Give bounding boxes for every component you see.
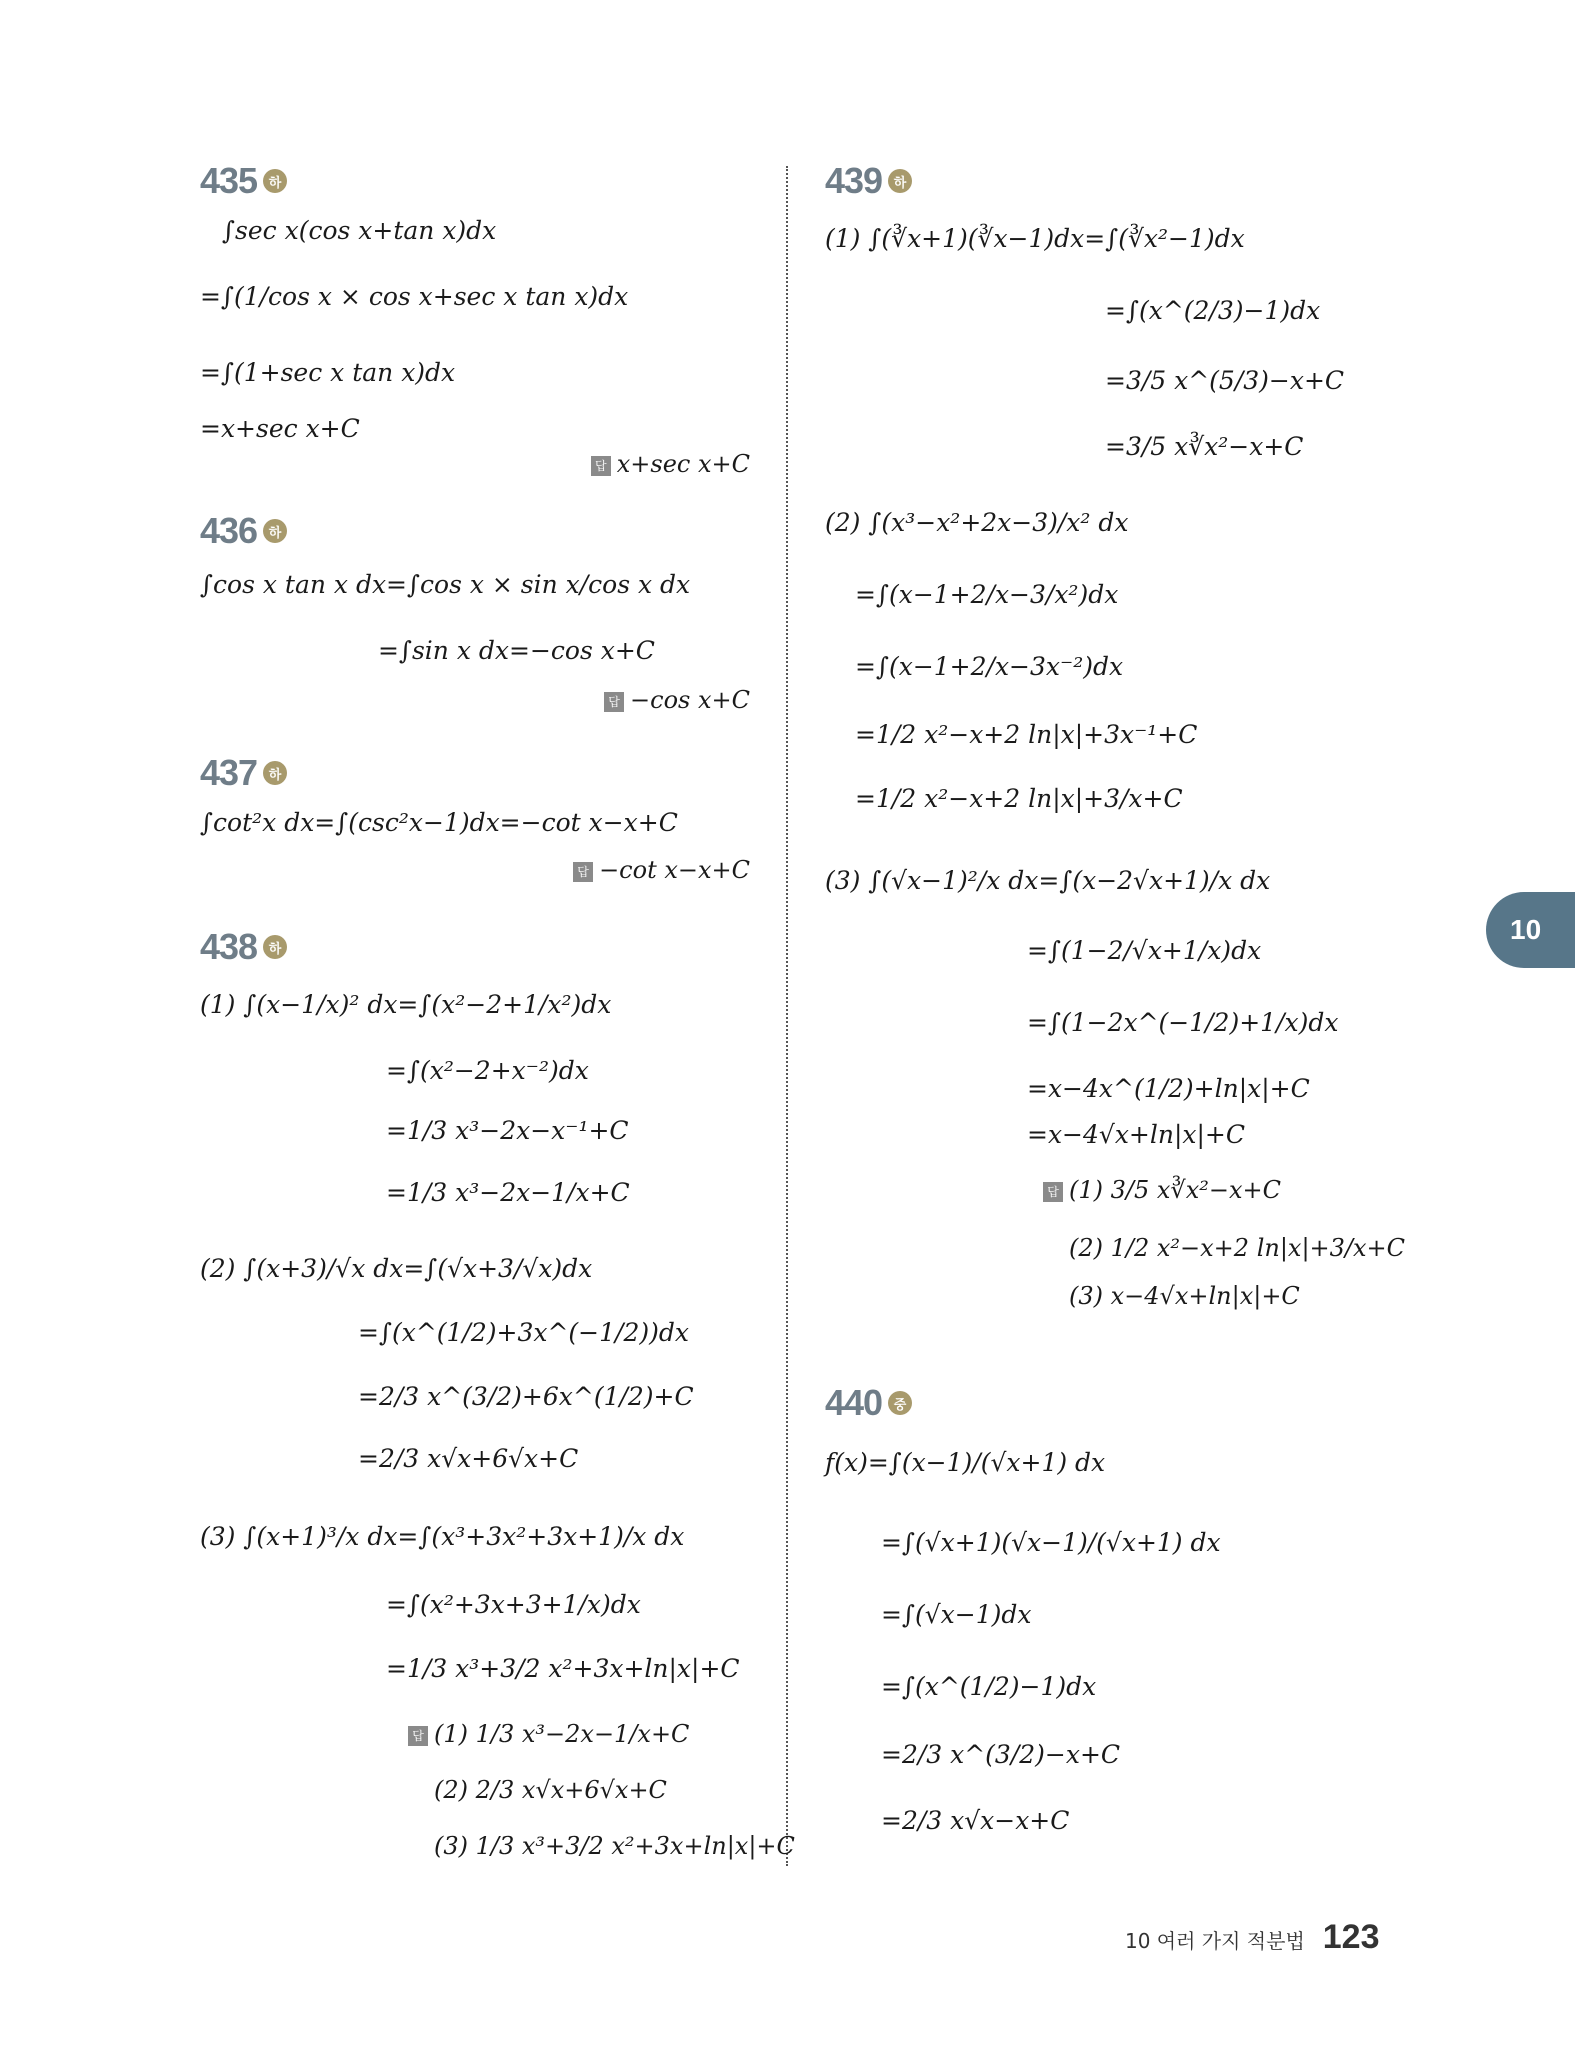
page-number: 123 bbox=[1322, 1918, 1380, 1956]
column-divider bbox=[786, 166, 788, 1866]
answer-marker-icon: 답 bbox=[591, 456, 611, 476]
solution-line: (2) ∫(x+3)/√x dx=∫(√x+3/√x)dx bbox=[200, 1254, 593, 1283]
solution-line: ∫sec x(cos x+tan x)dx bbox=[222, 216, 497, 245]
answer bbox=[1043, 1176, 1281, 1204]
page-footer bbox=[1125, 1918, 1380, 1957]
solution-line: =x−4√x+ln|x|+C bbox=[1027, 1120, 1245, 1149]
answer-marker-icon: 답 bbox=[1043, 1182, 1063, 1202]
answer-marker-icon: 답 bbox=[604, 692, 624, 712]
answer bbox=[604, 686, 750, 714]
solution-line: =∫(x−1+2/x−3/x²)dx bbox=[855, 580, 1119, 609]
solution-line: (3) ∫(x+1)³/x dx=∫(x³+3x²+3x+1)/x dx bbox=[200, 1522, 685, 1551]
problem-number bbox=[825, 160, 1385, 202]
solution-line: =∫(x^(2/3)−1)dx bbox=[1105, 296, 1321, 325]
problem-number-text: 437 bbox=[200, 752, 258, 793]
solution-line: =1/3 x³+3/2 x²+3x+ln|x|+C bbox=[386, 1654, 740, 1683]
problem-438 bbox=[200, 926, 795, 2026]
problem-number-text: 435 bbox=[200, 160, 258, 201]
solution-line: (1) ∫(x−1/x)² dx=∫(x²−2+1/x²)dx bbox=[200, 990, 612, 1019]
level-badge: 중 bbox=[888, 1391, 912, 1415]
level-badge: 하 bbox=[263, 169, 287, 193]
solution-line: =3/5 x∛x²−x+C bbox=[1105, 432, 1304, 461]
solution-line: =∫(1/cos x × cos x+sec x tan x)dx bbox=[200, 282, 629, 311]
problem-437 bbox=[200, 752, 760, 892]
problem-number bbox=[200, 926, 760, 968]
answer-marker-icon: 답 bbox=[573, 862, 593, 882]
solution-line: =2/3 x√x+6√x+C bbox=[358, 1444, 579, 1473]
problem-number bbox=[200, 160, 760, 202]
footer-chapter-title: 10 여러 가지 적분법 bbox=[1125, 1929, 1305, 1953]
solution-line: =x−4x^(1/2)+ln|x|+C bbox=[1027, 1074, 1310, 1103]
answer: (3) x−4√x+ln|x|+C bbox=[1069, 1282, 1300, 1310]
answer: (2) 2/3 x√x+6√x+C bbox=[434, 1776, 667, 1804]
problem-number-text: 439 bbox=[825, 160, 883, 201]
answer-text: (1) 3/5 x∛x²−x+C bbox=[1069, 1176, 1281, 1204]
problem-number bbox=[200, 510, 760, 552]
solution-line: =2/3 x√x−x+C bbox=[881, 1806, 1070, 1835]
problem-435 bbox=[200, 160, 760, 480]
solution-line: (2) ∫(x³−x²+2x−3)/x² dx bbox=[825, 508, 1129, 537]
answer: (3) 1/3 x³+3/2 x²+3x+ln|x|+C bbox=[434, 1832, 795, 1860]
problem-number-text: 438 bbox=[200, 926, 258, 967]
solution-line: =2/3 x^(3/2)−x+C bbox=[881, 1740, 1121, 1769]
answer: (2) 1/2 x²−x+2 ln|x|+3/x+C bbox=[1069, 1234, 1405, 1262]
answer-text: −cos x+C bbox=[630, 686, 750, 714]
problem-436 bbox=[200, 510, 760, 714]
solution-line: =∫(1−2x^(−1/2)+1/x)dx bbox=[1027, 1008, 1339, 1037]
solution-line: (1) ∫(∛x+1)(∛x−1)dx=∫(∛x²−1)dx bbox=[825, 224, 1245, 253]
solution-line: f(x)=∫(x−1)/(√x+1) dx bbox=[825, 1448, 1106, 1477]
problem-number-text: 436 bbox=[200, 510, 258, 551]
solution-line: =1/2 x²−x+2 ln|x|+3/x+C bbox=[855, 784, 1183, 813]
answer bbox=[591, 450, 750, 478]
solution-line: ∫cot²x dx=∫(csc²x−1)dx=−cot x−x+C bbox=[200, 808, 678, 837]
solution-line: =∫(1+sec x tan x)dx bbox=[200, 358, 456, 387]
solution-line: (3) ∫(√x−1)²/x dx=∫(x−2√x+1)/x dx bbox=[825, 866, 1271, 895]
solution-line: =∫(1−2/√x+1/x)dx bbox=[1027, 936, 1262, 965]
solution-line: =∫(√x+1)(√x−1)/(√x+1) dx bbox=[881, 1528, 1221, 1557]
problem-440 bbox=[825, 1382, 1385, 1842]
level-badge: 하 bbox=[263, 761, 287, 785]
solution-line: =∫(√x−1)dx bbox=[881, 1600, 1032, 1629]
level-badge: 하 bbox=[263, 935, 287, 959]
problem-number bbox=[200, 752, 760, 794]
solution-line: =1/3 x³−2x−x⁻¹+C bbox=[386, 1116, 629, 1145]
chapter-tab: 10 bbox=[1486, 892, 1575, 968]
level-badge: 하 bbox=[263, 519, 287, 543]
answer bbox=[408, 1720, 689, 1748]
problem-439 bbox=[825, 160, 1405, 1310]
answer-text: −cot x−x+C bbox=[599, 856, 750, 884]
answer-marker-icon: 답 bbox=[408, 1726, 428, 1746]
solution-line: =3/5 x^(5/3)−x+C bbox=[1105, 366, 1345, 395]
solution-line: =1/3 x³−2x−1/x+C bbox=[386, 1178, 630, 1207]
solution-line: =∫(x^(1/2)+3x^(−1/2))dx bbox=[358, 1318, 689, 1347]
problem-number bbox=[825, 1382, 1385, 1424]
solution-line: =2/3 x^(3/2)+6x^(1/2)+C bbox=[358, 1382, 694, 1411]
level-badge: 하 bbox=[888, 169, 912, 193]
answer bbox=[573, 856, 750, 884]
solution-line: =∫(x²+3x+3+1/x)dx bbox=[386, 1590, 641, 1619]
solution-line: =x+sec x+C bbox=[200, 414, 360, 443]
solution-line: ∫cos x tan x dx=∫cos x × sin x/cos x dx bbox=[200, 570, 691, 599]
solution-line: =∫sin x dx=−cos x+C bbox=[378, 636, 655, 665]
problem-number-text: 440 bbox=[825, 1382, 883, 1423]
solution-line: =∫(x²−2+x⁻²)dx bbox=[386, 1056, 589, 1085]
solution-line: =1/2 x²−x+2 ln|x|+3x⁻¹+C bbox=[855, 720, 1198, 749]
solution-line: =∫(x−1+2/x−3x⁻²)dx bbox=[855, 652, 1124, 681]
answer-text: (1) 1/3 x³−2x−1/x+C bbox=[434, 1720, 690, 1748]
answer-text: x+sec x+C bbox=[616, 450, 750, 478]
solution-line: =∫(x^(1/2)−1)dx bbox=[881, 1672, 1097, 1701]
